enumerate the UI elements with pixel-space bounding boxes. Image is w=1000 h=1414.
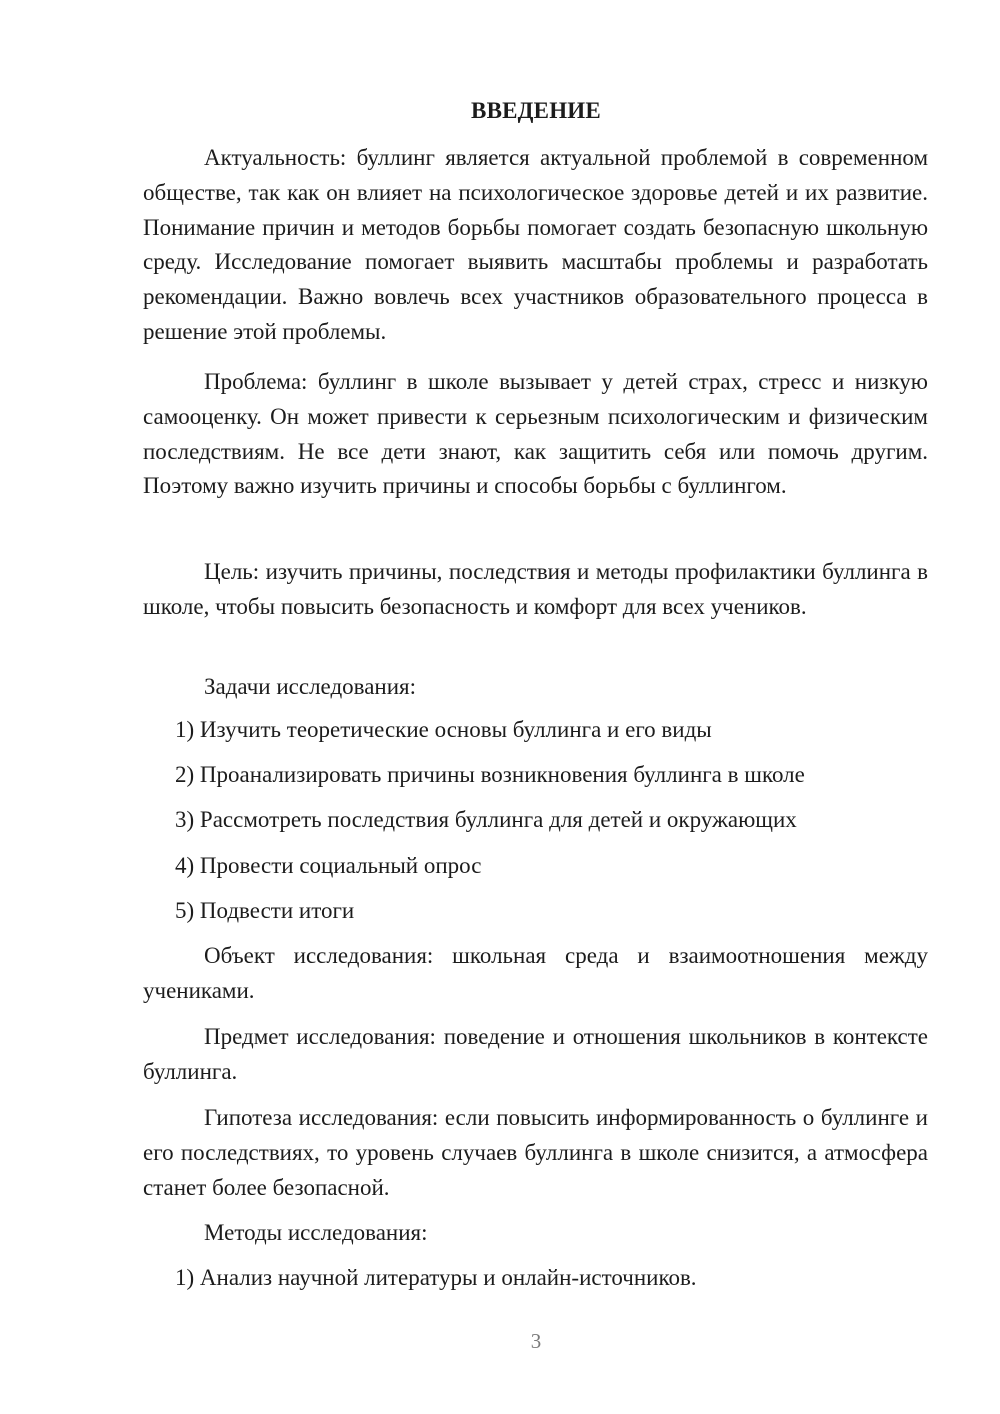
page-number: 3 — [530, 1329, 542, 1353]
paragraph-subject: Предмет исследования: поведение и отношения школьников в контексте буллинга. — [143, 1024, 928, 1084]
section-title: ВВЕДЕНИЕ — [471, 98, 601, 123]
tasks-heading: Задачи исследования: — [204, 674, 417, 699]
paragraph-object: Объект исследования: школьная среда и взаимоотношения между учениками. — [143, 943, 928, 1003]
paragraph-goal: Цель: изучить причины, последствия и методы профилактики буллинга в школе, чтобы повысить безопасность и комфорт для всех учеников. — [143, 559, 928, 619]
task-item: 1) Изучить теоретические основы буллинга и его виды — [175, 717, 712, 742]
methods-heading: Методы исследования: — [204, 1220, 428, 1245]
task-item: 5) Подвести итоги — [175, 898, 355, 923]
task-item: 3) Рассмотреть последствия буллинга для детей и окружающих — [175, 807, 797, 832]
task-item: 2) Проанализировать причины возникновения буллинга в школе — [175, 762, 805, 787]
paragraph-hypothesis: Гипотеза исследования: если повысить информированность о буллинге и его последствиях, то уровень случаев буллинга в школе снизится, а атмосфера станет более безопасной. — [143, 1105, 928, 1200]
method-item: 1) Анализ научной литературы и онлайн-источников. — [175, 1265, 697, 1290]
paragraph-problem: Проблема: буллинг в школе вызывает у детей страх, стресс и низкую самооценку. Он может привести к серьезным психологическим и физическим последствиям. Не все дети знают, как защитить себя или помочь другим. Поэтому важно изучить причины и способы борьбы с буллингом. — [143, 369, 928, 499]
task-item: 4) Провести социальный опрос — [175, 853, 482, 878]
paragraph-relevance: Актуальность: буллинг является актуальной проблемой в современном обществе, так как он влияет на психологическое здоровье детей и их развитие. Понимание причин и методов борьбы помогает создать безопасную школьную среду. Исследование помогает выявить масштабы проблемы и разработать рекомендации. Важно вовлечь всех участников образовательного процесса в решение этой проблемы. — [143, 145, 928, 344]
